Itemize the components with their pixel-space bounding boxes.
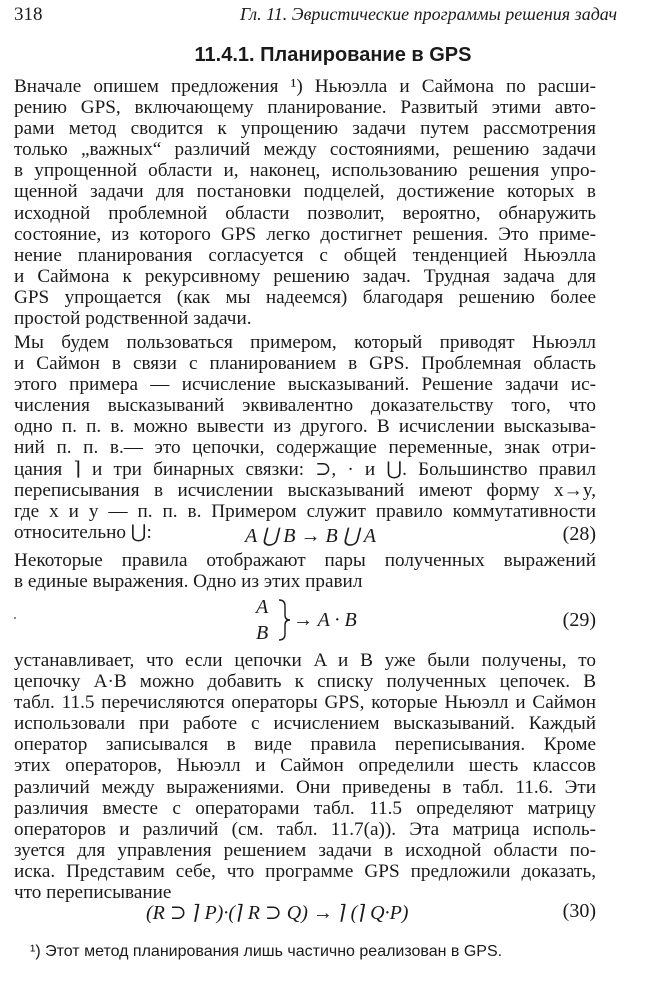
page-number: 318 bbox=[14, 4, 43, 25]
text-line: в единые выражения. Одно из этих правил bbox=[14, 571, 363, 593]
section-title: 11.4.1. Планирование в GPS bbox=[194, 44, 472, 66]
text-line: оператор записывался в виде правила переписывания. Кроме bbox=[14, 734, 596, 756]
footnote: ¹) Этот метод планирования лишь частично реализован в GPS. bbox=[30, 943, 503, 960]
paragraph-4 bbox=[14, 650, 596, 903]
text-line: числения высказываний эквивалентно доказательству того, что bbox=[14, 395, 596, 417]
paragraph-3 bbox=[14, 550, 596, 592]
text-line: различия вместе с операторами табл. 11.5 определяют матрицу bbox=[14, 797, 596, 819]
equation-29-top: A bbox=[256, 596, 269, 618]
text-line: и Саймона к рекурсивному решению задач. Трудная задача для bbox=[14, 265, 596, 287]
equation-29-bottom: B bbox=[256, 622, 269, 644]
paragraph-2 bbox=[14, 332, 596, 543]
text-line: использовали при работе с исчислением высказываний. Каждый bbox=[14, 713, 596, 735]
text-line: различий между выражениями. Они приведены в табл. 11.6. Эти bbox=[14, 776, 596, 798]
text-line: где x и y — п. п. в. Примером служит правило коммутативности bbox=[14, 500, 596, 522]
equation-30-number: (30) bbox=[562, 900, 596, 922]
equation-29-result: → A · B bbox=[293, 609, 357, 631]
paragraph-1 bbox=[14, 76, 596, 329]
text-line: зуется для управления решением задачи в исходной области по- bbox=[14, 839, 596, 861]
text-line: этого примера — исчисление высказываний. Решение задачи ис- bbox=[14, 374, 596, 396]
text-line: щенной задачи для постановки подцелей, достижение которых в bbox=[14, 181, 596, 203]
text-line: рению GPS, включающему планирование. Развитый этими авто- bbox=[14, 97, 596, 119]
text-line: Некоторые правила отображают пары полученных выражений bbox=[14, 550, 596, 571]
text-line: Мы будем пользоваться примером, который приводят Ньюэлл bbox=[14, 332, 596, 353]
text-line: GPS упрощается (как мы надеемся) благодаря решению более bbox=[14, 286, 596, 308]
equation-28-expression: A ⋃ B → B ⋃ A bbox=[245, 525, 376, 547]
text-line: устанавливает, что если цепочки A и B уже были получены, то bbox=[14, 650, 596, 671]
text-line: состояние, из которого GPS легко достигнет решения. Это приме- bbox=[14, 223, 596, 245]
text-line: Вначале опишем предложения ¹) Ньюэлла и Саймона по расши- bbox=[14, 76, 596, 97]
text-line: одно п. п. в. можно вывести из другого. В исчислении высказыва- bbox=[14, 416, 596, 438]
equation-29-number: (29) bbox=[562, 609, 596, 631]
text-line: ний п. п. в.— это цепочки, содержащие переменные, знак отри- bbox=[14, 437, 596, 459]
text-line: иска. Представим себе, что программе GPS предложили доказать, bbox=[14, 860, 596, 882]
text-line: переписывания в исчислении высказываний имеют форму x→y, bbox=[14, 479, 596, 501]
text-line: исходной проблемной области позволит, вероятно, обнаружить bbox=[14, 202, 596, 224]
text-line: цания ⌉ и три бинарных связки: ⊃, · и ⋃. Большинство правил bbox=[14, 458, 596, 480]
text-line: рами метод сводится к упрощению задачи путем рассмотрения bbox=[14, 118, 596, 140]
text-line: что переписывание bbox=[14, 882, 172, 904]
running-title: Гл. 11. Эвристические программы решения задач bbox=[240, 4, 618, 24]
text-line: и Саймон в связи с планированием в GPS. Проблемная область bbox=[14, 353, 596, 375]
equation-28-number: (28) bbox=[562, 523, 596, 545]
text-line: простой родственной задачи. bbox=[14, 308, 252, 330]
text-line: операторов и различий (см. табл. 11.7(а)). Эта матрица исполь- bbox=[14, 818, 596, 840]
text-line: этих операторов, Ньюэлл и Саймон определили шесть классов bbox=[14, 755, 596, 777]
text-line: цепочку A·B можно добавить к списку полученных цепочек. В bbox=[14, 671, 596, 693]
text-line: табл. 11.5 перечисляются операторы GPS, которые Ньюэлл и Саймон bbox=[14, 692, 596, 714]
text-line: только „важных“ различий между состояниями, решению задачи bbox=[14, 139, 596, 161]
text-line: в упрощенной области и, наконец, использованию решения упро- bbox=[14, 160, 596, 182]
scan-speck bbox=[14, 617, 16, 619]
text-line: относительно ⋃: bbox=[14, 521, 152, 543]
equation-30-expression: (R ⊃ ⌉ P)·(⌉ R ⊃ Q) → ⌉ (⌉ Q·P) bbox=[146, 902, 409, 924]
right-brace-icon bbox=[276, 598, 292, 642]
text-line: нение планирования согласуется с общей тенденцией Ньюэлла bbox=[14, 244, 596, 266]
